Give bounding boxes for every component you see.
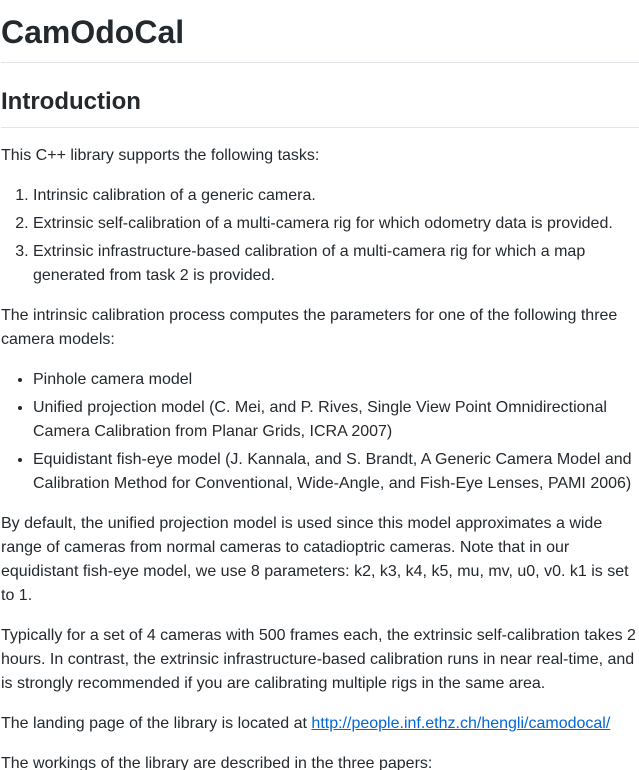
models-lead-text: The intrinsic calibration process computes the parameters for one of the following three camera models: bbox=[1, 307, 618, 348]
page-title: CamOdoCal bbox=[1, 12, 639, 63]
list-item: • Equidistant fish-eye model (J. Kannala, and S. Brandt, A Generic Camera Model and Calibration Method for Conventional, Wide-Angle, and Fish-Eye Lenses, PAMI 2006) bbox=[33, 448, 639, 496]
list-item: 2. Extrinsic self-calibration of a multi-camera rig for which odometry data is provided. bbox=[33, 212, 639, 236]
default-model-paragraph: By default, the unified projection model is used since this model approximates a wide range of cameras from normal cameras to catadioptric cameras. Note that in our equidistant fish-eye model, we use 8 parameters: k2, k3, k4, k5, mu, mv, u0, v0. k1 is set to 1. bbox=[1, 515, 629, 604]
list-item: • Unified projection model (C. Mei, and P. Rives, Single View Point Omnidirectional Camera Calibration from Planar Grids, ICRA 2007) bbox=[33, 396, 639, 444]
papers-paragraph: The workings of the library are described in the three papers: bbox=[1, 755, 433, 770]
intro-lead-text: This C++ library supports the following tasks: bbox=[1, 147, 320, 164]
list-item: 1. Intrinsic calibration of a generic camera. bbox=[33, 184, 639, 208]
timing-paragraph: Typically for a set of 4 cameras with 500 frames each, the extrinsic self-calibration takes 2 hours. In contrast, the extrinsic infrastructure-based calibration runs in near real-time, and is strongly recommended if you are calibrating multiple rigs in the same area. bbox=[1, 627, 636, 692]
section-heading-introduction: Introduction bbox=[1, 87, 639, 128]
tasks-list bbox=[1, 184, 639, 288]
landing-page-link[interactable]: http://people.inf.ethz.ch/hengli/camodocal/ bbox=[311, 715, 611, 732]
landing-paragraph bbox=[1, 712, 639, 736]
camera-models-list bbox=[1, 368, 639, 496]
list-item: 3. Extrinsic infrastructure-based calibration of a multi-camera rig for which a map generated from task 2 is provided. bbox=[33, 240, 639, 288]
list-item: • Pinhole camera model bbox=[33, 368, 639, 392]
landing-text: The landing page of the library is located at bbox=[1, 715, 312, 732]
